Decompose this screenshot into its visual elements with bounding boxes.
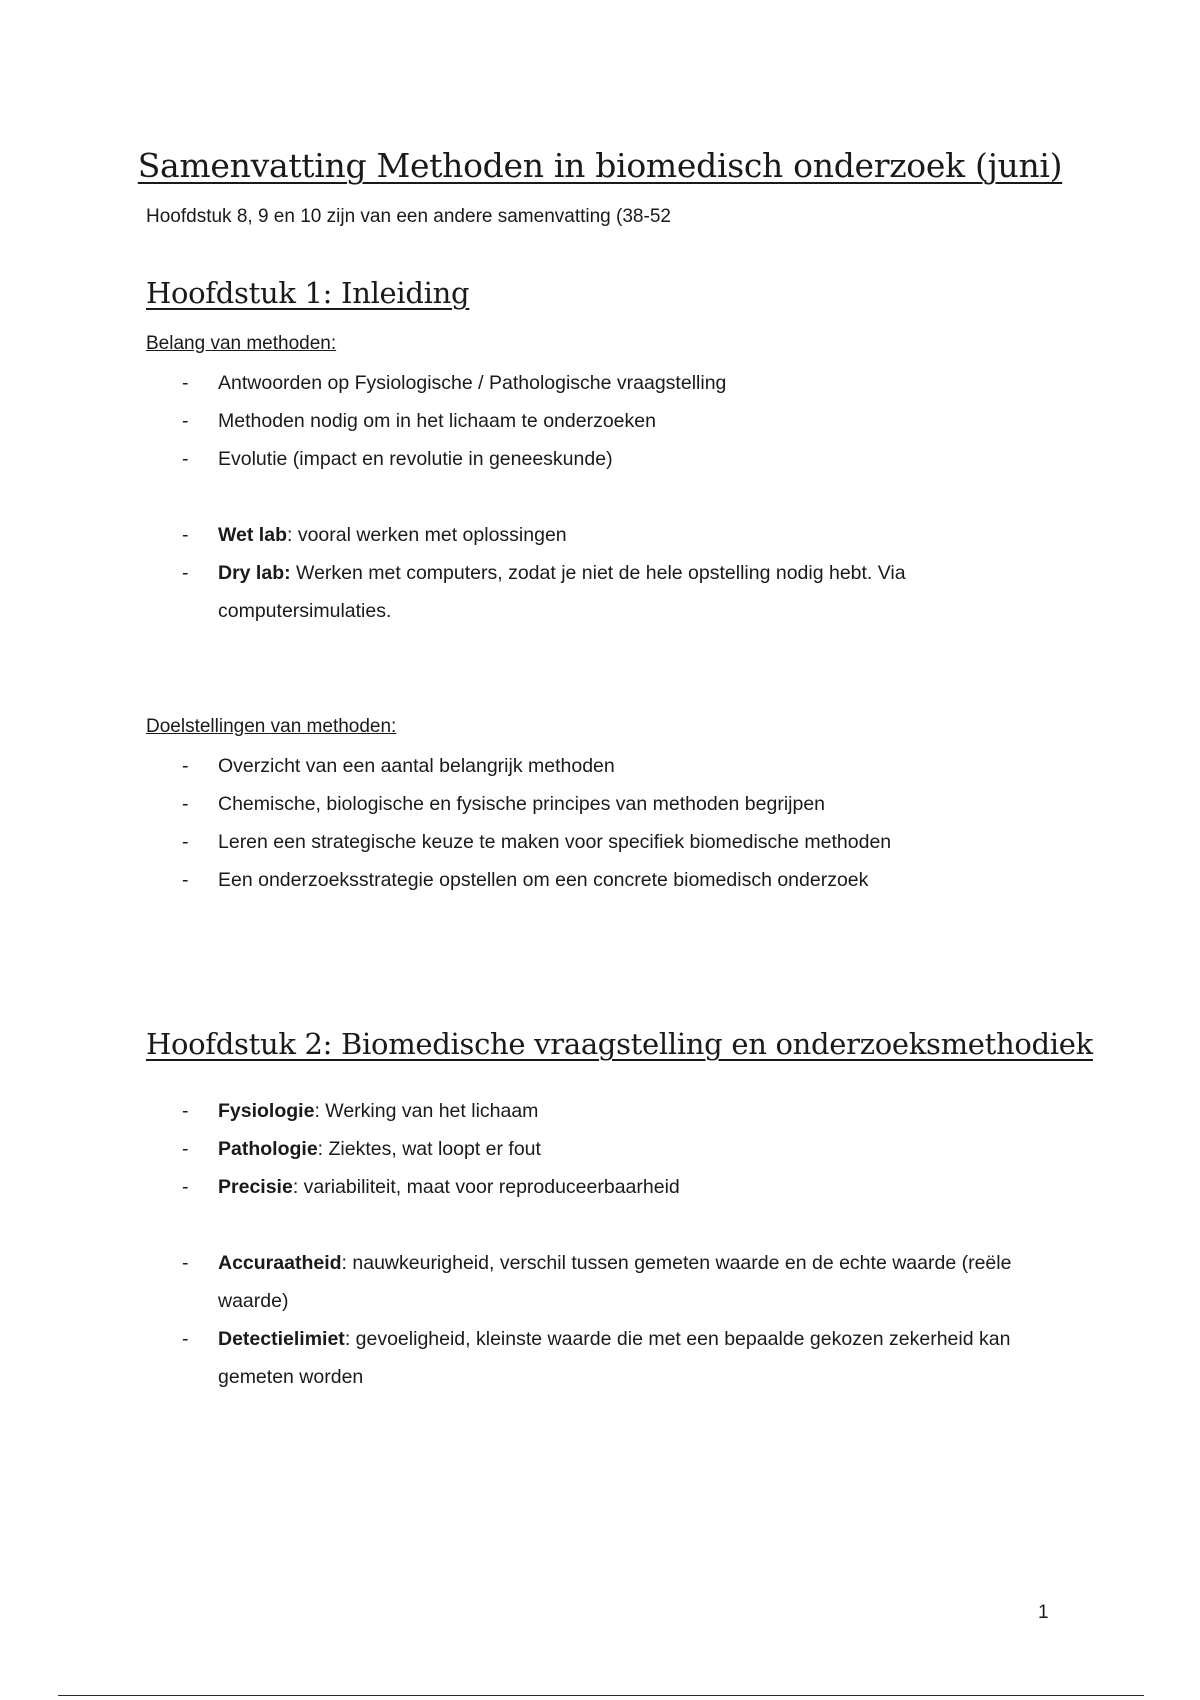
term-pathologie: Pathologie [218,1138,318,1160]
bullet-dash: - [182,831,189,853]
bullet-dash: - [182,410,189,432]
list-item-text: : Ziektes, wat loopt er fout [317,1138,541,1160]
list-item [146,516,1046,554]
term-precisie: Precisie [218,1176,293,1198]
document-title: Samenvatting Methoden in biomedisch onderzoek (juni) [137,146,1063,185]
list-item-text: : nauwkeurigheid, verschil tussen gemeten waarde en de echte waarde (reële waarde) [218,1252,1012,1312]
list-item [146,440,1046,478]
list-item-text: : variabiliteit, maat voor reproduceerbaarheid [292,1176,680,1198]
bullet-dash: - [182,1100,189,1122]
list-item [146,1320,1046,1396]
list-item [146,823,1046,861]
page-number: 1 [1038,1602,1049,1623]
term-wet-lab: Wet lab [218,524,287,546]
list-item-text: Overzicht van een aantal belangrijk methoden [218,755,615,777]
list-item [146,402,1046,440]
list-item [146,747,1046,785]
doelstellingen-list [146,747,1046,899]
chapter-2-heading: Hoofdstuk 2: Biomedische vraagstelling en onderzoeksmethodiek [146,1027,1093,1061]
list-item [146,1130,1046,1168]
bullet-dash: - [182,524,189,546]
list-item-text: Werken met computers, zodat je niet de hele opstelling nodig hebt. Via computersimulaties. [218,562,906,622]
chapter-2-list [146,1092,1046,1396]
term-detectielimiet: Detectielimiet [218,1328,345,1350]
section-belang-label: Belang van methoden: [146,333,337,354]
list-item-text: Een onderzoeksstrategie opstellen om een concrete biomedisch onderzoek [218,869,869,891]
belang-list [146,364,1046,630]
list-item-text: Leren een strategische keuze te maken voor specifiek biomedische methoden [218,831,892,853]
document-subtitle: Hoofdstuk 8, 9 en 10 zijn van een andere samenvatting (38-52 [146,206,671,227]
list-item [146,861,1046,899]
bullet-dash: - [182,562,189,584]
list-item [146,364,1046,402]
page-divider [58,1695,1144,1696]
list-item-text: Chemische, biologische en fysische principes van methoden begrijpen [218,793,826,815]
list-item-text: Evolutie (impact en revolutie in geneeskunde) [218,448,613,470]
list-item-text: : vooral werken met oplossingen [286,524,567,546]
list-item [146,554,1046,630]
bullet-dash: - [182,1176,189,1198]
bullet-dash: - [182,1252,189,1274]
chapter-1-heading: Hoofdstuk 1: Inleiding [146,276,470,310]
term-dry-lab: Dry lab: [218,562,291,584]
term-fysiologie: Fysiologie [218,1100,315,1122]
bullet-dash: - [182,755,189,777]
bullet-dash: - [182,869,189,891]
section-doelstellingen-label: Doelstellingen van methoden: [146,716,397,737]
list-item [146,1244,1046,1320]
bullet-dash: - [182,1328,189,1350]
list-item [146,1092,1046,1130]
list-item-text: : Werking van het lichaam [314,1100,539,1122]
list-item-text: Antwoorden op Fysiologische / Pathologische vraagstelling [218,372,727,394]
list-item [146,1168,1046,1206]
bullet-dash: - [182,1138,189,1160]
list-item-text: Methoden nodig om in het lichaam te onderzoeken [218,410,656,432]
bullet-dash: - [182,793,189,815]
bullet-dash: - [182,448,189,470]
list-item [146,785,1046,823]
bullet-dash: - [182,372,189,394]
term-accuraatheid: Accuraatheid [218,1252,342,1274]
list-item-text: : gevoeligheid, kleinste waarde die met een bepaalde gekozen zekerheid kan gemeten worden [218,1328,1011,1388]
